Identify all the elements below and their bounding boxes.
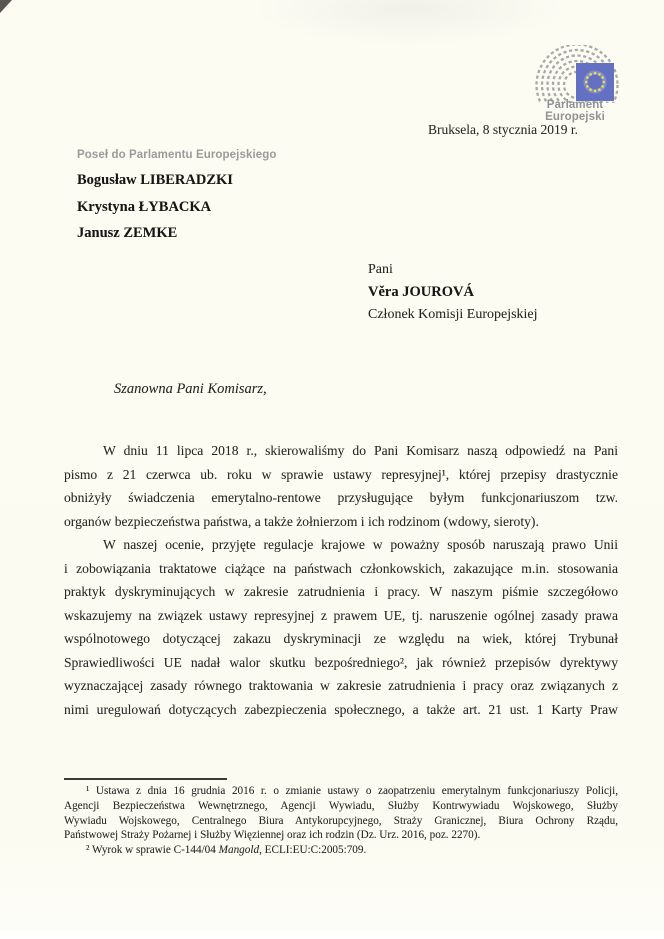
sender-block: [77, 149, 277, 247]
recipient-block: [368, 259, 538, 326]
footnote-line: Państwowej Straży Pożarnej i Służby Więziennej oraz ich rodzin (Dz. Urz. 2016, poz. 2270).: [64, 829, 481, 842]
body-line: W dniu 11 lipca 2018 r., skierowaliśmy do Pani Komisarz naszą odpowiedź na Pani: [103, 443, 618, 458]
footnote-line: [64, 843, 618, 858]
scan-bottom-strip: [0, 931, 664, 939]
footnote-separator: [64, 778, 227, 780]
body-line: wspólnotowego dotyczącej zakazu dyskryminacji ze względu na wiek, której Trybunał: [64, 631, 618, 646]
body-line: obniżyły świadczenia emerytalno-rentowe przysługujące byłym funkcjonariuszom tzw.: [64, 490, 618, 505]
footnote-line: ¹ Ustawa z dnia 16 grudnia 2016 r. o zmianie ustawy o zaopatrzeniu emerytalnym funkcjonariuszy Policji,: [86, 785, 618, 797]
scan-smudge: [250, 0, 570, 46]
footnote2-suffix: , ECLI:EU:C:2005:709.: [259, 844, 367, 857]
body-line: i zobowiązania traktatowe ciążące na państwach członkowskich, zakazujące m.in. stosowania: [64, 560, 618, 576]
body-line: nimi uregulowań dotyczących zabezpieczenia społecznego, a także art. 21 ust. 1 Karty Praw: [64, 701, 618, 717]
sender-name: Bogusław LIBERADZKI: [77, 172, 233, 188]
logo-wordmark: Parlament Europejski: [545, 99, 605, 123]
scan-corner-artifact: [0, 0, 12, 13]
footnote2-case-name: Mangold: [218, 844, 260, 857]
body-line: wyznaczającej zasady równego traktowania w zakresie zatrudnienia i pracy oraz związanych z: [64, 678, 618, 693]
body-line: Sprawiedliwości UE nadał walor skutku bezpośredniego², jak również przepisów dyrektywy: [64, 654, 618, 670]
sender-role-label: Poseł do Parlamentu Europejskiego: [77, 149, 277, 161]
footnote-line: Wywiadu Wojskowego, Centralnego Biura Antykorupcyjnego, Straży Granicznej, Biura Ochrony Rządu,: [64, 814, 618, 827]
sender-name: Janusz ZEMKE: [77, 225, 178, 241]
body-line: pismo z 21 czerwca ub. roku w sprawie ustawy represyjnej¹, której przepisy drastycznie: [64, 466, 618, 482]
sender-name: Krystyna ŁYBACKA: [77, 198, 212, 215]
body-line: W naszej ocenie, przyjęte regulacje krajowe w poważny sposób naruszają prawo Unii: [103, 537, 618, 552]
body-line: organów bezpieczeństwa państwa, a także żołnierzom i ich rodzinom (wdowy, sieroty).: [64, 513, 539, 529]
body-line: praktyk dyskryminujących w zakresie zatrudnienia i pracy. W naszym piśmie szczegółowo: [64, 584, 618, 599]
recipient-title: Członek Komisji Europejskiej: [368, 306, 538, 322]
letter-body: [64, 439, 618, 721]
recipient-prefix: Pani: [368, 262, 393, 277]
footnote-line: Agencji Bezpieczeństwa Wewnętrznego, Agencji Wywiadu, Służby Kontrwywiadu Wojskowego, Służby: [64, 799, 618, 812]
eu-flag-icon: [576, 63, 614, 101]
european-parliament-logo-icon: [527, 45, 627, 103]
body-line: wskazujemy na związek ustawy represyjnej z prawem UE, tj. naruszenie ogólnej zasady prawa: [64, 607, 618, 623]
footnote2-prefix: ² Wyrok w sprawie C-144/04: [86, 844, 219, 857]
date-line: Bruksela, 8 stycznia 2019 r.: [428, 122, 578, 137]
salutation: Szanowna Pani Komisarz,: [114, 381, 267, 397]
footnotes-block: [64, 784, 618, 858]
recipient-name: Věra JOUROVÁ: [368, 284, 474, 301]
